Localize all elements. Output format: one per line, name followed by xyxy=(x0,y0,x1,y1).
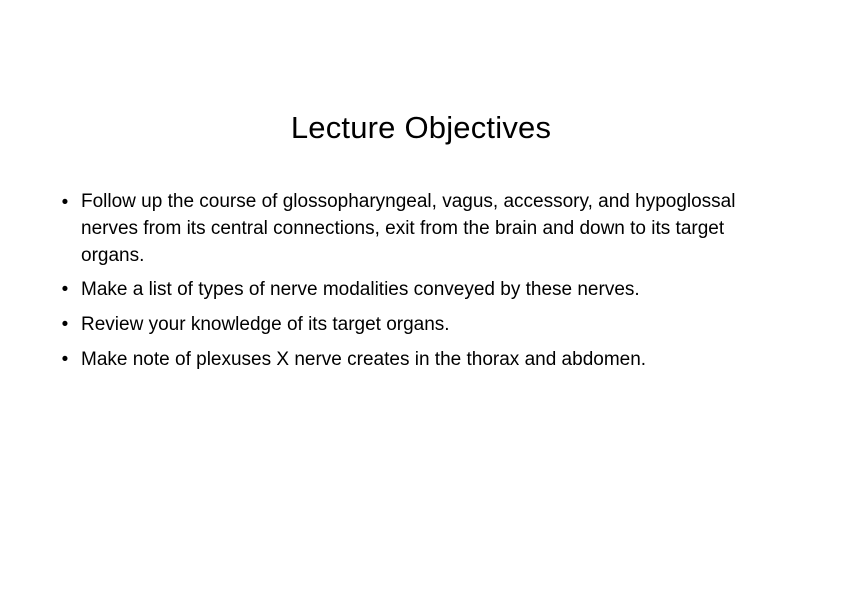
slide-title: Lecture Objectives xyxy=(290,110,552,145)
bullet-item xyxy=(58,275,798,304)
bullet-text: Make note of plexuses X nerve creates in the thorax and abdomen. xyxy=(81,349,647,370)
bullet-text: Follow up the course of glossopharyngeal, vagus, accessory, and hypoglossal nerves from its central connections, exit from the brain and down to its target organs. xyxy=(81,191,736,266)
bullet-dot-icon: • xyxy=(61,192,69,213)
bullet-dot-icon: • xyxy=(61,314,69,335)
bullet-text: Review your knowledge of its target organs. xyxy=(81,314,450,335)
bullet-list xyxy=(58,188,798,374)
bullet-dot-icon: • xyxy=(61,349,69,370)
bullet-dot-icon: • xyxy=(61,279,69,300)
bullet-item xyxy=(58,310,798,339)
bullet-item xyxy=(58,345,798,374)
bullet-item xyxy=(58,188,798,269)
bullet-text: Make a list of types of nerve modalities conveyed by these nerves. xyxy=(81,279,640,300)
